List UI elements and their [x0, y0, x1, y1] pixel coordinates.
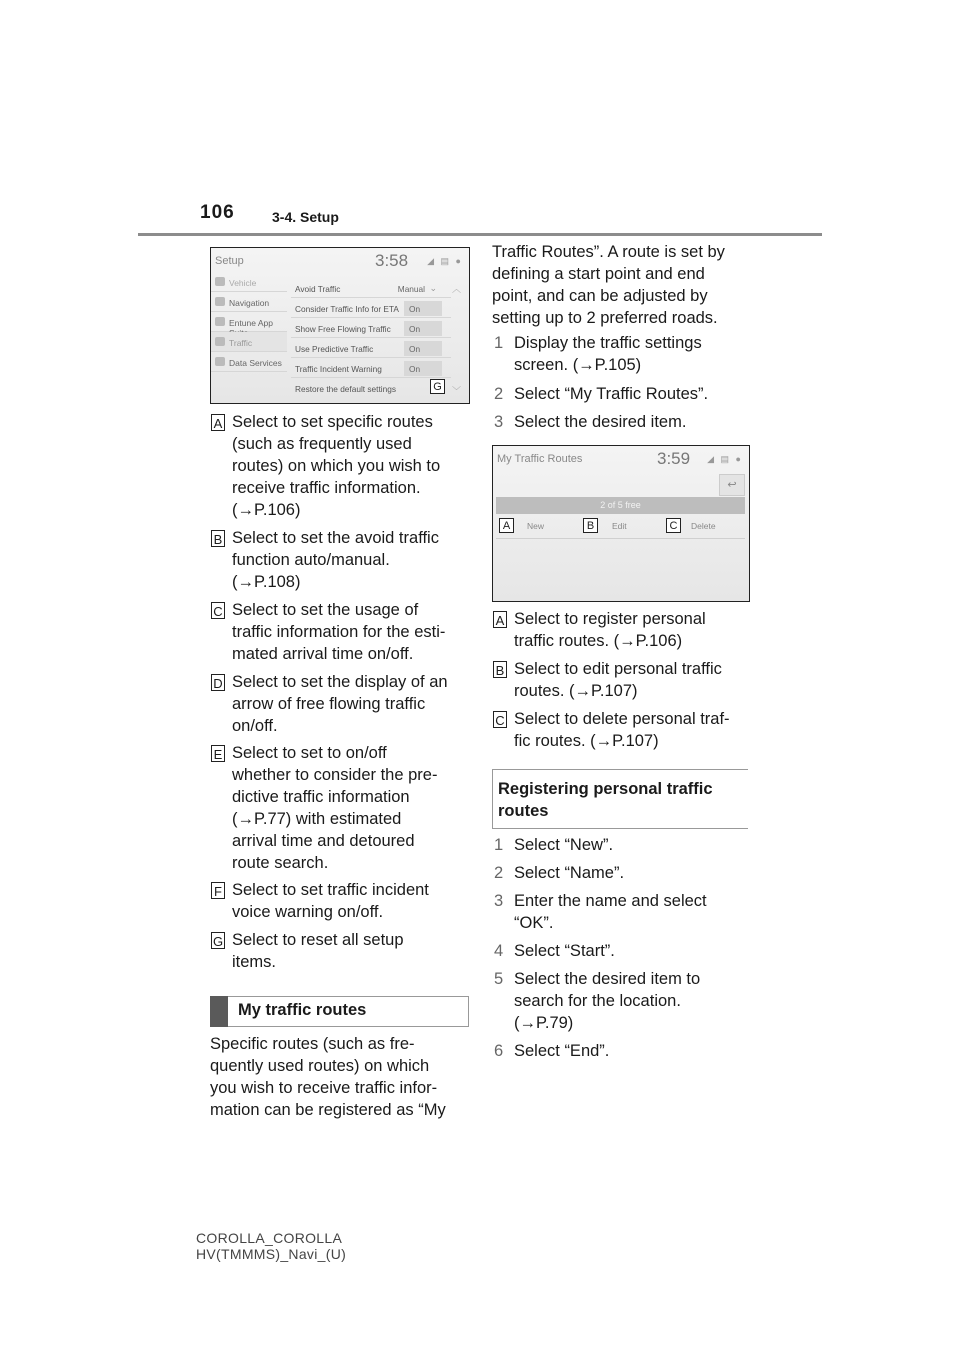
toggle-value: On — [409, 364, 421, 374]
step-number: 1 — [494, 836, 504, 854]
body-paragraph — [210, 1033, 446, 1121]
text-line: Select to register personal — [514, 610, 706, 628]
delete-button-label: Delete — [691, 521, 716, 531]
sidebar-item-label: Navigation — [229, 298, 270, 308]
setting-label: Avoid Traffic — [295, 284, 341, 294]
setting-row-incident-warning — [291, 358, 451, 378]
item-mark: D — [211, 674, 225, 691]
item-description — [514, 708, 730, 752]
text-line: arrival time and detoured — [232, 832, 415, 850]
text-line: Select to set the usage of — [232, 601, 419, 619]
section-title: 3-4. Setup — [272, 209, 339, 225]
back-icon: ↩ — [719, 474, 745, 496]
step-number: 3 — [494, 892, 504, 910]
text-line: Specific routes (such as fre- — [210, 1035, 415, 1053]
scroll-down-icon: ﹀ — [451, 386, 461, 396]
setup-sidebar — [211, 272, 287, 403]
page-reference: (→P.79) — [514, 1014, 574, 1032]
on-toggle — [404, 341, 442, 356]
my-traffic-routes-screenshot — [492, 445, 750, 602]
toggle-value: On — [409, 344, 421, 354]
text-line: whether to consider the pre- — [232, 766, 438, 784]
page-reference: (→P.108) — [232, 573, 301, 591]
text-line: function auto/manual. — [232, 551, 390, 569]
item-mark: A — [211, 414, 225, 431]
free-count-bar: 2 of 5 free — [496, 497, 745, 514]
routes-screen-clock: 3:59 — [657, 449, 691, 468]
data-services-icon — [215, 357, 225, 366]
text-line: traffic information for the esti- — [232, 623, 446, 641]
text-line: Select to set traffic incident — [232, 881, 429, 899]
text-line: Display the traffic settings — [514, 334, 702, 352]
step-number: 5 — [494, 970, 504, 988]
setup-screenshot — [210, 247, 470, 404]
item-description — [232, 929, 404, 973]
step-text — [514, 968, 700, 1034]
sidebar-item-entune — [211, 312, 287, 332]
header-rule — [138, 233, 822, 236]
setting-label: Consider Traffic Info for ETA — [295, 304, 399, 314]
sidebar-item-navigation — [211, 292, 287, 312]
status-icons: ◢ ▤ ● — [427, 256, 463, 266]
item-description — [232, 879, 429, 923]
step-text — [514, 834, 613, 856]
text-line: Select to set to on/off — [232, 744, 387, 762]
section-heading — [498, 778, 713, 822]
sidebar-item-label: Traffic — [229, 338, 253, 348]
status-icons: ◢ ▤ ● — [707, 454, 743, 464]
on-toggle — [404, 301, 442, 316]
setting-label: Use Predictive Traffic — [295, 344, 374, 354]
chevron-down-icon: ⌄ — [429, 283, 437, 293]
heading-marker — [210, 996, 228, 1027]
text-line: Select “New”. — [514, 836, 614, 854]
item-mark: E — [211, 745, 225, 762]
text-line: Select the desired item to — [514, 970, 701, 988]
text-line: Enter the name and select — [514, 892, 707, 910]
item-description — [232, 527, 439, 593]
heading-bottom-rule — [492, 828, 748, 829]
setup-screen-clock: 3:58 — [375, 251, 409, 270]
text-line: items. — [232, 953, 277, 971]
setting-row-avoid-traffic — [291, 278, 451, 298]
setting-row-restore — [291, 378, 451, 398]
item-mark: B — [211, 530, 225, 547]
heading-line: routes — [498, 802, 549, 820]
scroll-up-icon: ︿ — [451, 284, 461, 294]
callout-c: C — [666, 518, 681, 533]
heading-line: Registering personal traffic — [498, 780, 713, 798]
callout-a: A — [499, 518, 514, 533]
text-line: Select “My Traffic Routes”. — [514, 385, 709, 403]
text-line: screen. (→P.105) — [514, 356, 642, 374]
step-number: 3 — [494, 413, 504, 431]
text-line: receive traffic information. — [232, 479, 421, 497]
item-description — [232, 411, 440, 521]
setting-row-predictive — [291, 338, 451, 358]
navigation-icon — [215, 297, 225, 306]
text-line: Select “Name”. — [514, 864, 625, 882]
text-line: arrow of free flowing traffic — [232, 695, 426, 713]
text-line: Select “Start”. — [514, 942, 615, 960]
page-reference: (→P.106) — [232, 501, 301, 519]
routes-screen-title: My Traffic Routes — [497, 453, 583, 465]
divider — [496, 538, 745, 539]
text-line: Select to set the display of an — [232, 673, 448, 691]
item-description — [232, 599, 445, 665]
text-line: voice warning on/off. — [232, 903, 384, 921]
section-heading: My traffic routes — [238, 1001, 367, 1019]
text-line: “OK”. — [514, 914, 554, 932]
text-line: Select to delete personal traf- — [514, 710, 730, 728]
text-line: Select to edit personal traffic — [514, 660, 722, 678]
heading-top-rule — [492, 769, 748, 770]
sidebar-item-traffic — [211, 332, 287, 352]
item-description — [514, 608, 706, 652]
item-description — [232, 742, 437, 874]
text-line: dictive traffic information — [232, 788, 410, 806]
text-line: Select to set the avoid traffic — [232, 529, 439, 547]
item-mark: C — [211, 602, 225, 619]
item-mark: G — [212, 934, 224, 949]
step-number: 6 — [494, 1042, 504, 1060]
setting-label: Show Free Flowing Traffic — [295, 324, 391, 334]
setting-row-consider-traffic — [291, 298, 451, 318]
edit-button-label: Edit — [612, 521, 627, 531]
text-line: search for the location. — [514, 992, 681, 1010]
sidebar-item-label: Data Services — [229, 358, 282, 368]
text-line: mated arrival time on/off. — [232, 645, 414, 663]
on-toggle — [404, 321, 442, 336]
step-text — [514, 383, 708, 405]
setting-row-free-flowing — [291, 318, 451, 338]
text-line: on/off. — [232, 717, 278, 735]
text-line: defining a start point and end — [492, 265, 705, 283]
callout-g: G — [430, 379, 445, 394]
step-number: 2 — [494, 385, 504, 403]
setting-label: Restore the default settings — [295, 384, 397, 394]
text-line: point, and can be adjusted by — [492, 287, 708, 305]
new-button-label: New — [527, 521, 545, 531]
step-text — [514, 940, 615, 962]
footer-line: COROLLA_COROLLA — [196, 1230, 343, 1246]
toggle-value: On — [409, 304, 421, 314]
body-paragraph-continued — [492, 241, 725, 329]
text-line: Select to reset all setup — [232, 931, 404, 949]
sidebar-item-data-services — [211, 352, 287, 372]
item-mark: C — [493, 711, 507, 728]
item-mark: F — [211, 882, 225, 899]
step-text — [514, 890, 707, 934]
footer-model — [196, 1230, 346, 1262]
traffic-icon — [215, 337, 225, 346]
page-number: 106 — [200, 202, 235, 223]
vehicle-icon — [215, 277, 225, 286]
step-number: 2 — [494, 864, 504, 882]
on-toggle — [404, 361, 442, 376]
callout-b: B — [583, 518, 598, 533]
step-text — [514, 411, 686, 433]
text-line: quently used routes) on which — [210, 1057, 430, 1075]
footer-line: HV(TMMMS)_Navi_(U) — [196, 1246, 347, 1262]
text-line: fic routes. (→P.107) — [514, 732, 659, 750]
text-line: routes. (→P.107) — [514, 682, 638, 700]
text-line: mation can be registered as “My — [210, 1101, 446, 1119]
sidebar-item-vehicle — [211, 272, 287, 292]
text-line: (such as frequently used — [232, 435, 412, 453]
text-line: Traffic Routes”. A route is set by — [492, 243, 725, 261]
step-number: 1 — [494, 334, 504, 352]
entune-icon — [215, 317, 225, 326]
step-text — [514, 1040, 609, 1062]
toggle-value: On — [409, 324, 421, 334]
text-line: routes) on which you wish to — [232, 457, 441, 475]
text-line: Select to set specific routes — [232, 413, 433, 431]
text-line: setting up to 2 preferred roads. — [492, 309, 718, 327]
text-line: route search. — [232, 854, 329, 872]
item-mark: B — [493, 661, 507, 678]
heading-side-rule — [492, 770, 493, 828]
item-description — [514, 658, 722, 702]
sidebar-item-label: Vehicle — [229, 278, 257, 288]
text-line: (→P.77) with estimated — [232, 810, 402, 828]
item-description — [232, 671, 448, 737]
text-line: Select “End”. — [514, 1042, 610, 1060]
setup-screen-title: Setup — [215, 255, 244, 267]
item-mark: A — [493, 611, 507, 628]
setting-value: Manual — [397, 284, 425, 294]
text-line: Select the desired item. — [514, 413, 687, 431]
setting-label: Traffic Incident Warning — [295, 364, 382, 374]
text-line: traffic routes. (→P.106) — [514, 632, 683, 650]
sidebar-item-label: Entune App — [229, 318, 273, 328]
text-line: you wish to receive traffic infor- — [210, 1079, 438, 1097]
step-text — [514, 332, 702, 376]
step-text — [514, 862, 624, 884]
step-number: 4 — [494, 942, 504, 960]
